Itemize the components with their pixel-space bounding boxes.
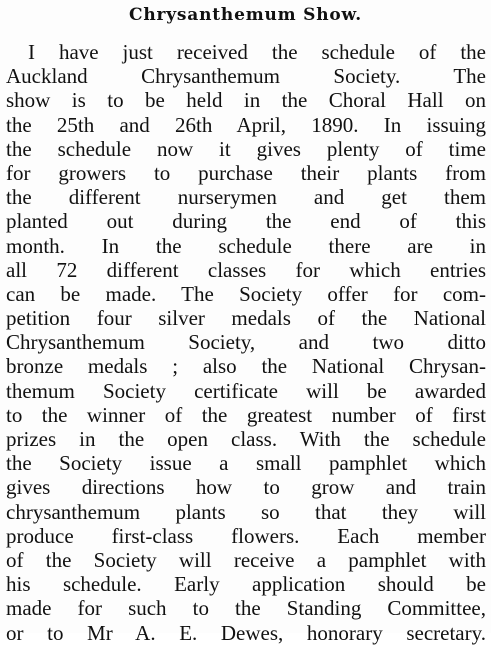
article-line: produce first-class flowers. Each member [6,523,486,548]
article-line: can be made. The Society offer for com- [6,281,486,306]
article-line: I have just received the schedule of the [28,40,486,64]
article-line: his schedule. Early application should be [6,572,486,597]
article-line: Chrysanthemum Society, and two ditto [6,330,486,355]
article-body [6,40,486,645]
article-line: to the winner of the greatest number of first [6,402,486,427]
article-line: the different nurserymen and get them [6,185,486,210]
article-line: show is to be held in the Choral Hall on [6,88,486,113]
article-line: month. In the schedule there are in [6,233,486,258]
article-line: the schedule now it gives plenty of time [6,136,486,161]
article-line: themum Society certificate will be awarded [6,378,486,403]
article-line: of the Society will receive a pamphlet with [6,547,486,572]
article-line: the Society issue a small pamphlet which [6,451,486,476]
article-line: chrysanthemum plants so that they will [6,499,486,524]
article-line: or to Mr A. E. Dewes, honorary secretary. [6,620,486,645]
article-line: for growers to purchase their plants from [6,160,486,185]
article-line: petition four silver medals of the National [6,306,486,331]
article-line: bronze medals ; also the National Chrysan- [6,354,486,379]
article-line: made for such to the Standing Committee, [6,596,486,621]
article-line: prizes in the open class. With the schedule [6,427,486,451]
article-line: planted out during the end of this [6,209,486,234]
article-line: Auckland Chrysanthemum Society. The [6,64,486,89]
article-headline: Chrysanthemum Show. [129,5,362,25]
article-line: gives directions how to grow and train [6,475,486,500]
article-line: the 25th and 26th April, 1890. In issuing [6,112,486,137]
article-line: all 72 different classes for which entries [6,257,486,282]
